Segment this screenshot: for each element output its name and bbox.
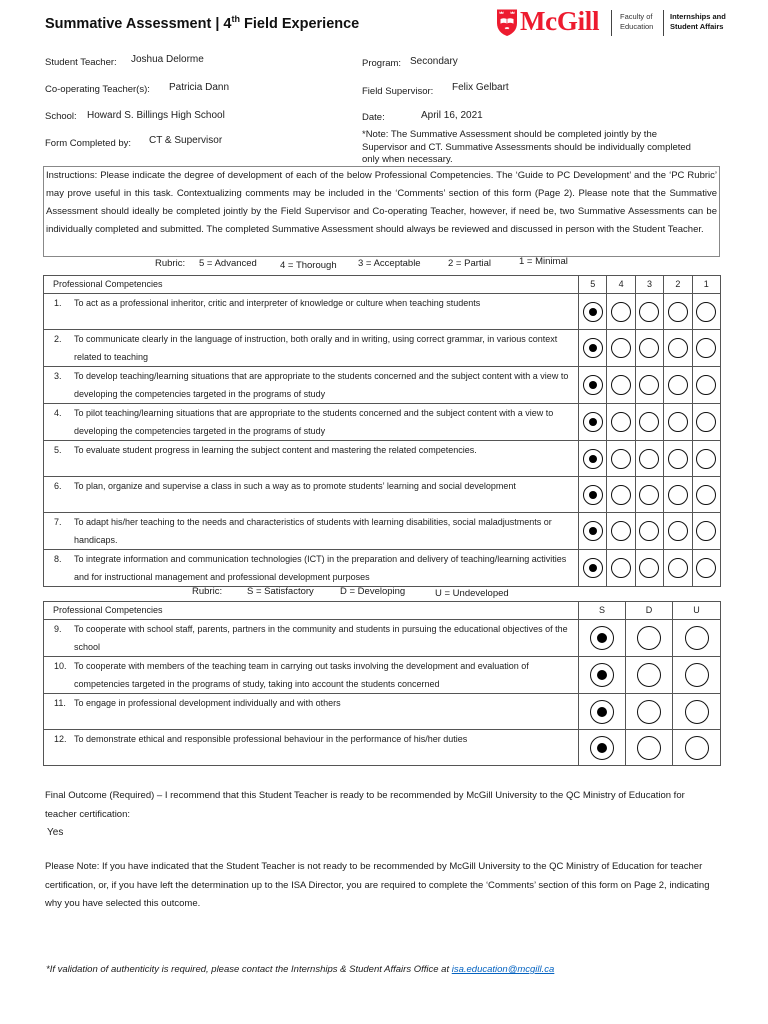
rating-radio[interactable] <box>583 449 603 469</box>
rating-cell <box>664 477 692 513</box>
competency-number: 12. <box>54 734 67 744</box>
column-header-rating: 4 <box>607 276 635 294</box>
rating-cell <box>626 620 673 657</box>
rating-radio[interactable] <box>583 375 603 395</box>
column-header-competencies: Professional Competencies <box>44 602 579 620</box>
rating-radio[interactable] <box>611 485 631 505</box>
competency-number: 3. <box>54 371 62 381</box>
competency-text: To integrate information and communication technologies (ICT) in the preparation and delivery of teaching/learning activities and for instructional management and professional development purposes <box>74 554 567 582</box>
competency-content <box>44 550 578 586</box>
rating-radio[interactable] <box>590 700 614 724</box>
competency-row <box>44 404 721 441</box>
rating-cell <box>579 694 626 730</box>
rating-radio[interactable] <box>611 302 631 322</box>
competency-row <box>44 550 721 587</box>
logo-divider <box>663 10 664 36</box>
final-outcome-text: Final Outcome (Required) – I recommend that this Student Teacher is ready to be recommended by McGill University to the QC Ministry of Education for teacher certification: <box>45 790 685 820</box>
rating-radio[interactable] <box>696 375 716 395</box>
competencies-table-sdu <box>43 601 721 766</box>
rating-radio[interactable] <box>696 449 716 469</box>
rating-radio[interactable] <box>611 412 631 432</box>
rating-radio[interactable] <box>583 485 603 505</box>
competency-row <box>44 477 721 513</box>
competency-cell <box>44 330 579 367</box>
rating-cell <box>692 513 720 550</box>
rating-cell <box>664 441 692 477</box>
competency-text: To cooperate with members of the teaching team in carrying out tasks involving the development and evaluation of competencies targeted in the programs of study, taking into account the students concerned <box>74 661 529 689</box>
rating-radio[interactable] <box>590 736 614 760</box>
rating-cell <box>635 404 663 441</box>
column-header-rating: 1 <box>692 276 720 294</box>
rating-cell <box>673 694 721 730</box>
student-teacher-label: Student Teacher: <box>45 57 117 68</box>
rating-cell <box>579 477 607 513</box>
competency-content <box>44 513 578 549</box>
rating-cell <box>579 513 607 550</box>
rating-cell <box>635 513 663 550</box>
field-supervisor-field[interactable]: Felix Gelbart <box>452 82 509 93</box>
rating-radio[interactable] <box>611 338 631 358</box>
column-header-rating: 5 <box>579 276 607 294</box>
date-field[interactable]: April 16, 2021 <box>421 110 483 121</box>
competency-number: 2. <box>54 334 62 344</box>
rating-radio[interactable] <box>583 558 603 578</box>
rubric-level: 3 = Acceptable <box>358 258 421 269</box>
cooperating-teacher-label: Co-operating Teacher(s): <box>45 84 150 95</box>
rating-radio[interactable] <box>696 302 716 322</box>
rating-radio[interactable] <box>639 558 659 578</box>
competency-cell <box>44 367 579 404</box>
unit-line-2: Student Affairs <box>670 21 724 31</box>
competency-cell <box>44 730 579 766</box>
competency-cell <box>44 620 579 657</box>
rating-cell <box>692 441 720 477</box>
rating-cell <box>579 294 607 330</box>
student-teacher-field[interactable]: Joshua Delorme <box>131 54 204 65</box>
rubric-level: S = Satisfactory <box>247 586 314 597</box>
rating-radio[interactable] <box>611 521 631 541</box>
rating-cell <box>635 367 663 404</box>
competency-text: To adapt his/her teaching to the needs and characteristics of students with learning disabilities, social maladjustments or handicaps. <box>74 517 552 545</box>
rating-cell <box>626 730 673 766</box>
competency-content <box>44 441 578 460</box>
rating-cell <box>579 330 607 367</box>
competency-number: 5. <box>54 445 62 455</box>
rubric-level: 2 = Partial <box>448 258 492 269</box>
competency-cell <box>44 441 579 477</box>
unit-line-1: Internships and <box>670 12 726 21</box>
footer-text: *If validation of authenticity is required, please contact the Internships & Student Affairs Office at <box>46 964 452 975</box>
competency-content <box>44 404 578 440</box>
rating-cell <box>607 294 635 330</box>
competency-row <box>44 730 721 766</box>
rating-cell <box>607 513 635 550</box>
competency-text: To act as a professional inheritor, critic and interpreter of knowledge or culture when teaching students <box>74 298 481 308</box>
rating-cell <box>607 550 635 587</box>
faculty-line-2: Education <box>620 21 654 31</box>
competency-cell <box>44 404 579 441</box>
column-header-rating: D <box>626 602 673 620</box>
rating-cell <box>579 657 626 694</box>
rating-cell <box>579 730 626 766</box>
rating-radio[interactable] <box>668 558 688 578</box>
rating-cell <box>579 404 607 441</box>
competency-row <box>44 694 721 730</box>
rating-radio[interactable] <box>668 338 688 358</box>
competency-row <box>44 513 721 550</box>
competency-number: 7. <box>54 517 62 527</box>
column-header-competencies: Professional Competencies <box>44 276 579 294</box>
rating-cell <box>607 477 635 513</box>
competency-row <box>44 657 721 694</box>
rating-radio[interactable] <box>668 375 688 395</box>
rating-radio[interactable] <box>583 412 603 432</box>
rating-radio[interactable] <box>696 485 716 505</box>
rating-radio[interactable] <box>668 521 688 541</box>
rating-radio[interactable] <box>685 626 709 650</box>
contact-email-link[interactable]: isa.education@mcgill.ca <box>451 964 555 975</box>
program-field[interactable]: Secondary <box>410 56 458 67</box>
rating-cell <box>635 477 663 513</box>
rubric-label: Rubric: <box>155 258 186 269</box>
rating-cell <box>607 404 635 441</box>
competency-row <box>44 294 721 330</box>
competency-text: To evaluate student progress in learning the subject content and mastering the related competencies. <box>74 445 477 455</box>
competency-content <box>44 330 578 366</box>
rating-cell <box>635 294 663 330</box>
rating-cell <box>579 441 607 477</box>
competency-row <box>44 441 721 477</box>
competency-text: To plan, organize and supervise a class in such a way as to promote students’ learning and social development <box>74 481 516 491</box>
rating-cell <box>673 730 721 766</box>
table-header-row <box>44 276 721 294</box>
rating-cell <box>579 550 607 587</box>
footer-note <box>46 963 554 977</box>
competency-cell <box>44 694 579 730</box>
rating-radio[interactable] <box>696 338 716 358</box>
faculty-name <box>620 12 653 31</box>
rating-cell <box>692 404 720 441</box>
mcgill-wordmark: McGill <box>520 6 600 36</box>
rating-radio[interactable] <box>639 338 659 358</box>
column-header-rating: 3 <box>635 276 663 294</box>
rating-radio[interactable] <box>696 412 716 432</box>
rating-cell <box>692 477 720 513</box>
rating-cell <box>579 367 607 404</box>
competency-row <box>44 620 721 657</box>
rating-cell <box>635 330 663 367</box>
rating-cell <box>692 294 720 330</box>
page-title <box>45 14 359 34</box>
competency-content <box>44 730 578 749</box>
rubric-level: 4 = Thorough <box>280 260 337 271</box>
rating-radio[interactable] <box>639 302 659 322</box>
competency-number: 8. <box>54 554 62 564</box>
column-header-rating: 2 <box>664 276 692 294</box>
competency-text: To pilot teaching/learning situations that are appropriate to the students concerned and the subject content with a view to developing the competencies targeted in the programs of study <box>74 408 554 436</box>
table-header-row <box>44 602 721 620</box>
rating-cell <box>664 550 692 587</box>
competency-text: To engage in professional development individually and with others <box>74 698 341 708</box>
rating-radio[interactable] <box>696 521 716 541</box>
competency-content <box>44 620 578 656</box>
competency-row <box>44 330 721 367</box>
rating-radio[interactable] <box>583 338 603 358</box>
school-field[interactable]: Howard S. Billings High School <box>87 110 225 121</box>
rating-cell <box>635 441 663 477</box>
rubric-level: 5 = Advanced <box>199 258 257 269</box>
rating-cell <box>664 330 692 367</box>
competency-content <box>44 294 578 313</box>
rating-cell <box>692 550 720 587</box>
instructions-text: Instructions: Please indicate the degree of development of each of the below Professional Competencies. The ‘Guide to PC Development’ and the ‘PC Rubric’ may prove useful in this task. Contextualizing comments may be included in the ‘Comments’ section of this form (Page 2). Please note that the Summative Assessment should ideally be completed jointly by the Field Supervisor and Co-operating Teacher, however, if need be, two Summative Assessments can be individually completed and submitted. The completed Summative Assessment should always be reviewed and discussed in person with the Student Teacher. <box>43 166 720 257</box>
rating-radio[interactable] <box>668 449 688 469</box>
program-label: Program: <box>362 58 402 69</box>
rating-cell <box>664 404 692 441</box>
competency-number: 10. <box>54 661 67 671</box>
rating-cell <box>626 657 673 694</box>
rubric-label: Rubric: <box>192 586 223 597</box>
faculty-line-1: Faculty of <box>620 12 653 21</box>
rubric-level: D = Developing <box>340 586 406 597</box>
rating-cell <box>607 367 635 404</box>
competency-cell <box>44 294 579 330</box>
competency-number: 6. <box>54 481 62 491</box>
final-outcome-field[interactable]: Yes <box>47 827 64 838</box>
competency-cell <box>44 550 579 587</box>
competency-number: 4. <box>54 408 62 418</box>
unit-name <box>670 12 726 31</box>
rating-radio[interactable] <box>611 558 631 578</box>
competency-cell <box>44 513 579 550</box>
field-supervisor-label: Field Supervisor: <box>362 86 434 97</box>
note-text: *Note: The Summative Assessment should be completed jointly by the Supervisor and CT. Summative Assessments should be individually completed only when necessary. <box>362 129 691 165</box>
rating-radio[interactable] <box>696 558 716 578</box>
rating-radio[interactable] <box>639 521 659 541</box>
competency-row <box>44 367 721 404</box>
rating-cell <box>664 294 692 330</box>
rating-radio[interactable] <box>685 736 709 760</box>
rating-radio[interactable] <box>611 449 631 469</box>
rating-radio[interactable] <box>611 375 631 395</box>
rating-cell <box>607 441 635 477</box>
column-header-rating: S <box>579 602 626 620</box>
rating-radio[interactable] <box>639 412 659 432</box>
competency-number: 11. <box>54 698 66 708</box>
competency-content <box>44 694 578 713</box>
rating-cell <box>673 657 721 694</box>
rating-cell <box>673 620 721 657</box>
rating-radio[interactable] <box>639 485 659 505</box>
competency-text: To develop teaching/learning situations that are appropriate to the students concerned and the subject content with a view to developing the competencies targeted in the programs of study <box>74 371 569 399</box>
competencies-table-rated <box>43 275 721 587</box>
mcgill-shield-icon <box>496 8 518 37</box>
competency-content <box>44 367 578 403</box>
rating-radio[interactable] <box>637 736 661 760</box>
logo-divider <box>611 10 612 36</box>
rating-radio[interactable] <box>637 700 661 724</box>
rating-radio[interactable] <box>668 485 688 505</box>
competency-text: To demonstrate ethical and responsible professional behaviour in the performance of his/her duties <box>74 734 468 744</box>
competency-text: To cooperate with school staff, parents, partners in the community and students in pursuing the educational objectives of the school <box>74 624 568 652</box>
rating-radio[interactable] <box>583 302 603 322</box>
cooperating-teacher-field[interactable]: Patricia Dann <box>169 82 230 93</box>
rating-radio[interactable] <box>668 412 688 432</box>
rating-radio[interactable] <box>637 663 661 687</box>
column-header-rating: U <box>673 602 721 620</box>
rating-radio[interactable] <box>639 375 659 395</box>
rating-radio[interactable] <box>685 700 709 724</box>
title-superscript: th <box>231 14 240 25</box>
rating-radio[interactable] <box>639 449 659 469</box>
please-note-text: Please Note: If you have indicated that the Student Teacher is not ready to be recommended by McGill University to the QC Ministry of Education for teacher certification, or, if you have left the determination up to the ISA Director, you are required to complete the ‘Comments’ section of this form on Page 2, indicating why you have selected this outcome. <box>45 861 710 909</box>
competency-number: 9. <box>54 624 62 634</box>
competency-content <box>44 477 578 496</box>
rating-radio[interactable] <box>590 663 614 687</box>
rating-cell <box>626 694 673 730</box>
rubric-level: 1 = Minimal <box>519 256 568 267</box>
form-completed-by-label: Form Completed by: <box>45 138 132 149</box>
date-label: Date: <box>362 112 385 123</box>
competency-content <box>44 657 578 693</box>
competency-cell <box>44 477 579 513</box>
title-main: Summative Assessment | 4 <box>45 16 232 32</box>
competency-number: 1. <box>54 298 62 308</box>
rating-radio[interactable] <box>668 302 688 322</box>
rating-cell <box>635 550 663 587</box>
rating-cell <box>692 367 720 404</box>
rubric-level: U = Undeveloped <box>435 588 509 599</box>
rating-cell <box>664 513 692 550</box>
title-rest: Field Experience <box>239 16 360 32</box>
rating-radio[interactable] <box>685 663 709 687</box>
form-completed-by-field[interactable]: CT & Supervisor <box>149 135 223 146</box>
competency-text: To communicate clearly in the language of instruction, both orally and in writing, using correct grammar, in various context related to teaching <box>74 334 558 362</box>
rating-cell <box>607 330 635 367</box>
rating-cell <box>579 620 626 657</box>
competency-cell <box>44 657 579 694</box>
rating-radio[interactable] <box>583 521 603 541</box>
rating-radio[interactable] <box>637 626 661 650</box>
school-label: School: <box>45 111 77 122</box>
rating-cell <box>664 367 692 404</box>
rating-radio[interactable] <box>590 626 614 650</box>
rating-cell <box>692 330 720 367</box>
